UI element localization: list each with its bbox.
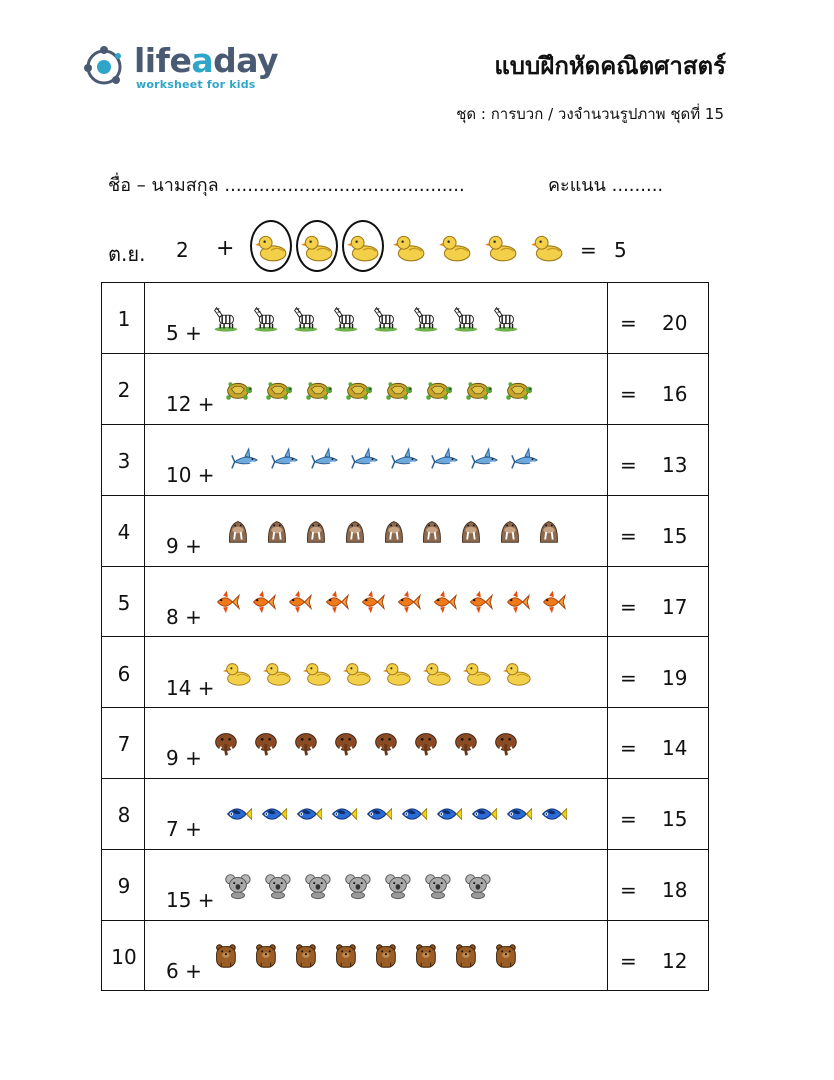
goldfish-icon bbox=[246, 587, 276, 617]
problem-number: 10 bbox=[111, 945, 137, 970]
koala-icon bbox=[342, 870, 372, 900]
equals-sign: = bbox=[620, 452, 637, 477]
problem-result: 19 bbox=[662, 665, 688, 690]
answer-circle bbox=[296, 220, 338, 272]
problem-row bbox=[102, 850, 708, 921]
duck-icon bbox=[382, 658, 412, 688]
goldfish-icon bbox=[391, 587, 421, 617]
problem-result: 15 bbox=[662, 523, 688, 548]
problem-number: 5 bbox=[117, 590, 131, 615]
worksheet-subtitle: ชุด : การบวก / วงจำนวนรูปภาพ ชุดที่ 15 bbox=[456, 105, 724, 123]
problem-base: 14 + bbox=[166, 675, 215, 700]
brand-name: lifeaday bbox=[134, 41, 279, 80]
walrus-icon bbox=[339, 516, 369, 546]
problem-row bbox=[102, 708, 708, 779]
example-label: ต.ย. bbox=[108, 242, 146, 266]
shark-icon bbox=[510, 445, 540, 475]
turtle-icon bbox=[422, 374, 452, 404]
problem-result: 15 bbox=[662, 807, 688, 832]
koala-icon bbox=[262, 870, 292, 900]
bear-icon bbox=[290, 941, 320, 971]
problem-number: 4 bbox=[117, 519, 131, 544]
bear-icon bbox=[370, 941, 400, 971]
problem-base: 12 + bbox=[166, 391, 215, 416]
score-field: คะแนน ......... bbox=[548, 175, 664, 196]
goldfish-icon bbox=[463, 587, 493, 617]
turtle-icon bbox=[502, 374, 532, 404]
mammoth-icon bbox=[330, 728, 360, 758]
bear-icon bbox=[490, 941, 520, 971]
shark-icon bbox=[470, 445, 500, 475]
equals-sign: = bbox=[620, 736, 637, 761]
problem-row bbox=[102, 779, 708, 850]
problem-row bbox=[102, 425, 708, 496]
shark-icon bbox=[310, 445, 340, 475]
example-base-number: 2 bbox=[176, 238, 189, 262]
goldfish-icon bbox=[355, 587, 385, 617]
problem-number: 6 bbox=[117, 661, 131, 686]
equals-sign: = bbox=[620, 381, 637, 406]
blue-fish-icon bbox=[432, 799, 462, 829]
duck-icon bbox=[392, 230, 426, 264]
problem-number: 9 bbox=[117, 874, 131, 899]
goldfish-icon bbox=[282, 587, 312, 617]
walrus-icon bbox=[378, 516, 408, 546]
mammoth-icon bbox=[490, 728, 520, 758]
problem-row bbox=[102, 567, 708, 638]
zebra-icon bbox=[330, 303, 360, 333]
brand-logo bbox=[82, 40, 279, 96]
walrus-icon bbox=[222, 516, 252, 546]
turtle-icon bbox=[262, 374, 292, 404]
shark-icon bbox=[350, 445, 380, 475]
turtle-icon bbox=[382, 374, 412, 404]
worksheet-title: แบบฝึกหัดคณิตศาสตร์ bbox=[494, 52, 726, 80]
problem-row bbox=[102, 921, 708, 992]
turtle-icon bbox=[222, 374, 252, 404]
mammoth-icon bbox=[410, 728, 440, 758]
shark-icon bbox=[390, 445, 420, 475]
koala-icon bbox=[422, 870, 452, 900]
duck-icon bbox=[422, 658, 452, 688]
blue-fish-icon bbox=[327, 799, 357, 829]
goldfish-icon bbox=[427, 587, 457, 617]
blue-fish-icon bbox=[257, 799, 287, 829]
walrus-icon bbox=[494, 516, 524, 546]
walrus-icon bbox=[416, 516, 446, 546]
blue-fish-icon bbox=[467, 799, 497, 829]
zebra-icon bbox=[450, 303, 480, 333]
answer-circle bbox=[342, 220, 384, 272]
zebra-icon bbox=[250, 303, 280, 333]
student-name-field: ชื่อ – นามสกุล .......................................... bbox=[108, 175, 465, 196]
answer-circle bbox=[250, 220, 292, 272]
goldfish-icon bbox=[319, 587, 349, 617]
problem-result: 16 bbox=[662, 381, 688, 406]
problem-row bbox=[102, 496, 708, 567]
blue-fish-icon bbox=[362, 799, 392, 829]
shark-icon bbox=[270, 445, 300, 475]
goldfish-icon bbox=[210, 587, 240, 617]
problem-row bbox=[102, 354, 708, 425]
example-plus-sign: + bbox=[216, 236, 235, 261]
duck-icon bbox=[438, 230, 472, 264]
turtle-icon bbox=[462, 374, 492, 404]
bear-icon bbox=[250, 941, 280, 971]
problem-result: 18 bbox=[662, 878, 688, 903]
problem-table bbox=[101, 282, 709, 991]
turtle-icon bbox=[302, 374, 332, 404]
blue-fish-icon bbox=[397, 799, 427, 829]
koala-icon bbox=[382, 870, 412, 900]
example-result: 5 bbox=[614, 238, 627, 262]
equals-sign: = bbox=[620, 807, 637, 832]
blue-fish-icon bbox=[502, 799, 532, 829]
problem-result: 17 bbox=[662, 594, 688, 619]
brand-tagline: worksheet for kids bbox=[136, 78, 256, 91]
walrus-icon bbox=[533, 516, 563, 546]
duck-icon bbox=[262, 658, 292, 688]
problem-base: 7 + bbox=[166, 817, 202, 842]
duck-icon bbox=[222, 658, 252, 688]
blue-fish-icon bbox=[292, 799, 322, 829]
duck-icon bbox=[302, 658, 332, 688]
mammoth-icon bbox=[450, 728, 480, 758]
walrus-icon bbox=[300, 516, 330, 546]
zebra-icon bbox=[370, 303, 400, 333]
problem-result: 13 bbox=[662, 452, 688, 477]
problem-base: 15 + bbox=[166, 888, 215, 913]
goldfish-icon bbox=[536, 587, 566, 617]
equals-sign: = bbox=[620, 949, 637, 974]
zebra-icon bbox=[290, 303, 320, 333]
molecule-logo-icon bbox=[82, 42, 132, 92]
equals-sign: = bbox=[620, 665, 637, 690]
equals-sign: = bbox=[620, 594, 637, 619]
duck-icon bbox=[530, 230, 564, 264]
turtle-icon bbox=[342, 374, 372, 404]
equals-sign: = bbox=[620, 878, 637, 903]
example-equals-sign: = bbox=[580, 238, 597, 262]
duck-icon bbox=[462, 658, 492, 688]
equals-sign: = bbox=[620, 311, 637, 335]
blue-fish-icon bbox=[222, 799, 252, 829]
problem-result: 20 bbox=[662, 311, 688, 335]
shark-icon bbox=[430, 445, 460, 475]
bear-icon bbox=[410, 941, 440, 971]
shark-icon bbox=[230, 445, 260, 475]
problem-base: 6 + bbox=[166, 959, 202, 984]
problem-number: 1 bbox=[117, 307, 131, 331]
duck-icon bbox=[342, 658, 372, 688]
problem-base: 5 + bbox=[166, 321, 202, 345]
zebra-icon bbox=[210, 303, 240, 333]
problem-base: 9 + bbox=[166, 533, 202, 558]
mammoth-icon bbox=[210, 728, 240, 758]
problem-row bbox=[102, 283, 708, 354]
zebra-icon bbox=[490, 303, 520, 333]
problem-base: 9 + bbox=[166, 746, 202, 771]
problem-number: 8 bbox=[117, 803, 131, 828]
goldfish-icon bbox=[500, 587, 530, 617]
walrus-icon bbox=[455, 516, 485, 546]
problem-number: 7 bbox=[117, 732, 131, 757]
mammoth-icon bbox=[250, 728, 280, 758]
zebra-icon bbox=[410, 303, 440, 333]
mammoth-icon bbox=[290, 728, 320, 758]
problem-result: 14 bbox=[662, 736, 688, 761]
bear-icon bbox=[330, 941, 360, 971]
koala-icon bbox=[222, 870, 252, 900]
example-problem bbox=[108, 218, 748, 282]
problem-base: 8 + bbox=[166, 604, 202, 629]
problem-base: 10 + bbox=[166, 462, 215, 487]
problem-number: 3 bbox=[117, 448, 131, 473]
koala-icon bbox=[302, 870, 332, 900]
blue-fish-icon bbox=[537, 799, 567, 829]
problem-result: 12 bbox=[662, 949, 688, 974]
duck-icon bbox=[502, 658, 532, 688]
duck-icon bbox=[484, 230, 518, 264]
mammoth-icon bbox=[370, 728, 400, 758]
equals-sign: = bbox=[620, 523, 637, 548]
koala-icon bbox=[462, 870, 492, 900]
problem-number: 2 bbox=[117, 377, 131, 402]
bear-icon bbox=[210, 941, 240, 971]
problem-row bbox=[102, 638, 708, 709]
bear-icon bbox=[450, 941, 480, 971]
walrus-icon bbox=[261, 516, 291, 546]
